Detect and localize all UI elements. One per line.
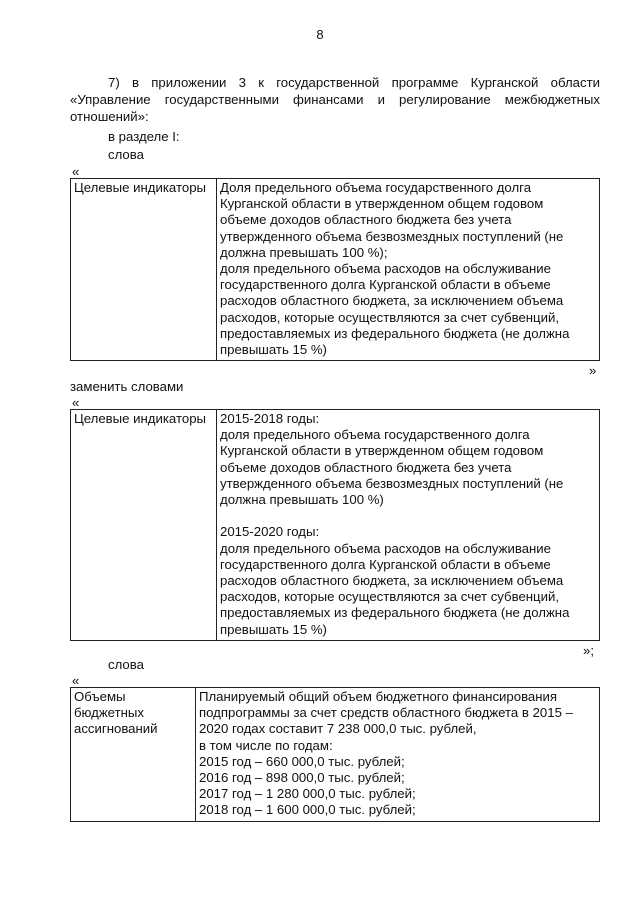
- table-value-cell: [217, 410, 600, 641]
- page-number: 8: [316, 27, 324, 42]
- quote-close-1: »: [589, 363, 597, 378]
- indicator-text: 2015-2018 годы: доля предельного объема государственного долга Курганской области в утвержденном общем годовом объеме доходов областного бюджета без учета утвержденного объема безвозмездных поступлений (не должна превышать 100 %) 2015-2020 годы: доля предельного объема расходов на обслуживание государственного долга Курганской области в объеме расходов областного бюджета, за исключением объема расходов, которые осуществляются за счет субвенций, предоставляемых из федерального бюджета (не должна превышать 15 %): [220, 411, 570, 637]
- table-row: [71, 688, 600, 822]
- quote-open-1: «: [72, 164, 80, 179]
- table-row: [71, 410, 600, 641]
- indicators-table-old: [70, 178, 600, 361]
- table-value-cell: [196, 688, 600, 822]
- intro-line-1: 7) в приложении 3 к государственной программе Курганской области: [108, 75, 600, 90]
- intro-line-2: «Управление государственными финансами и регулирование межбюджетных: [70, 92, 600, 107]
- replace-with-label: заменить словами: [70, 379, 184, 394]
- words-label-2: слова: [108, 657, 144, 672]
- budget-text: Планируемый общий объем бюджетного финансирования подпрограммы за счет средств областного бюджета в 2015 – 2020 годах составит 7 238 000,0 тыс. рублей, в том числе по годам: 2015 год – 660 000,0 тыс. рублей; 2016 год – 898 000,0 тыс. рублей; 2017 год – 1 280 000,0 тыс. рублей; 2018 год – 1 600 000,0 тыс. рублей;: [199, 689, 573, 818]
- quote-open-2: «: [72, 395, 80, 410]
- table-value-cell: [217, 179, 600, 361]
- indicator-label: Целевые индикаторы: [74, 411, 207, 426]
- table-label-cell: [71, 179, 217, 361]
- indicator-label: Целевые индикаторы: [74, 180, 207, 195]
- budget-table: [70, 687, 600, 822]
- quote-close-2: »;: [583, 643, 594, 658]
- quote-open-3: «: [72, 673, 80, 688]
- table-label-cell: [71, 688, 196, 822]
- table-row: [71, 179, 600, 361]
- budget-label: Объемы бюджетных ассигнований: [74, 689, 158, 737]
- intro-line-3: отношений»:: [70, 109, 149, 124]
- words-label: слова: [108, 147, 144, 162]
- section-reference: в разделе I:: [108, 129, 180, 144]
- indicators-table-new: [70, 409, 600, 641]
- table-label-cell: [71, 410, 217, 641]
- indicator-text: Доля предельного объема государственного долга Курганской области в утвержденном общем годовом объеме доходов областного бюджета без учета утвержденного объема безвозмездных поступлений (не должна превышать 100 %); доля предельного объема расходов на обслуживание государственного долга Курганской области в объеме расходов областного бюджета, за исключением объема расходов, которые осуществляются за счет субвенций, предоставляемых из федерального бюджета (не должна превышать 15 %): [220, 180, 570, 358]
